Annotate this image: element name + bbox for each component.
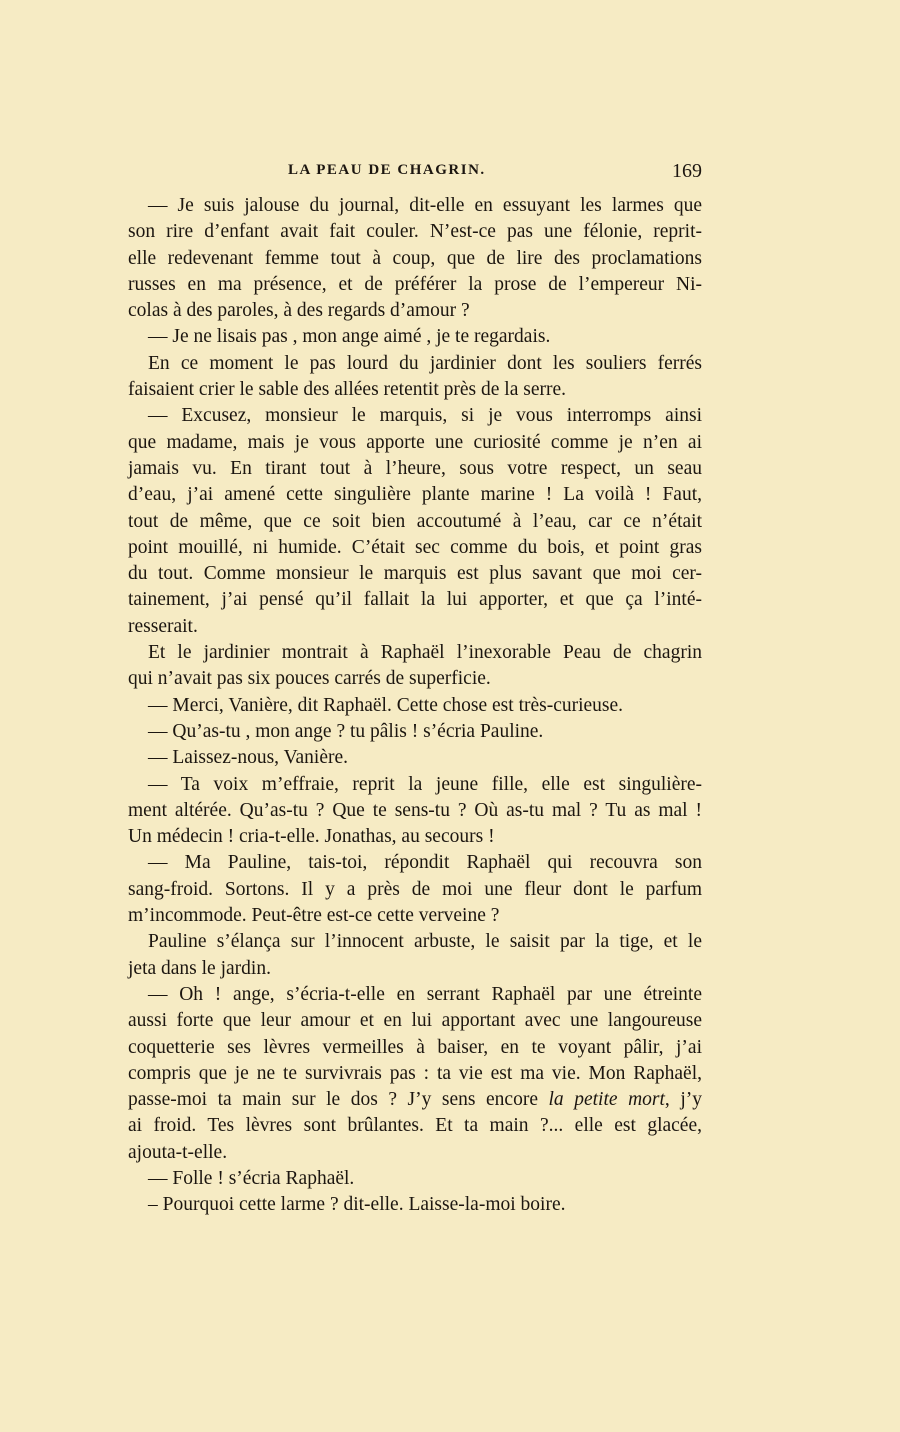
text-line: — Folle ! s’écria Raphaël. — [148, 1167, 355, 1189]
text-line: colas à des paroles, à des regards d’amour ? — [128, 300, 470, 322]
text-line: du tout. Comme monsieur le marquis est plus savant que moi cer- — [128, 563, 702, 585]
italic-phrase: la petite mort — [548, 1089, 665, 1111]
text-line: — Laissez-nous, Vanière. — [148, 747, 348, 769]
text-line: jeta dans le jardin. — [128, 957, 271, 979]
text-line: que madame, mais je vous apporte une curiosité comme je n’en ai — [128, 431, 702, 453]
text-line: — Excusez, monsieur le marquis, si je vous interromps ainsi — [148, 405, 702, 427]
text-line: — Ma Pauline, tais-toi, répondit Raphaël qui recouvra son — [148, 852, 702, 874]
text-line: faisaient crier le sable des allées retentit près de la serre. — [128, 379, 566, 401]
text-line — [128, 1087, 702, 1113]
text-line: son rire d’enfant avait fait couler. N’est-ce pas une félonie, reprit- — [128, 221, 702, 243]
text-line: tainement, j’ai pensé qu’il fallait la lui apporter, et que ça l’inté- — [128, 589, 702, 611]
text-line: jamais vu. En tirant tout à l’heure, sous votre respect, un seau — [128, 457, 702, 479]
text-line: ai froid. Tes lèvres sont brûlantes. Et ta main ?... elle est glacée, — [128, 1115, 702, 1137]
text-line: — Qu’as-tu , mon ange ? tu pâlis ! s’écria Pauline. — [148, 720, 544, 742]
text-line: coquetterie ses lèvres vermeilles à baiser, en te voyant pâlir, j’ai — [128, 1036, 702, 1058]
text-line: tout de même, que ce soit bien accoutumé à l’eau, car ce n’était — [128, 510, 702, 532]
text-line: En ce moment le pas lourd du jardinier dont les souliers ferrés — [148, 352, 702, 374]
text-line: — Merci, Vanière, dit Raphaël. Cette chose est très-curieuse. — [148, 694, 624, 716]
text-segment: passe-moi ta main sur le dos ? J’y sens encore — [128, 1089, 549, 1111]
running-title: LA PEAU DE CHAGRIN. — [288, 162, 486, 178]
text-line: — Je suis jalouse du journal, dit-elle en essuyant les larmes que — [148, 195, 702, 216]
text-line: aussi forte que leur amour et en lui apportant avec une langoureuse — [128, 1010, 702, 1032]
text-line: russes en ma présence, et de préférer la prose de l’empereur Ni- — [128, 273, 702, 295]
text-line: – Pourquoi cette larme ? dit-elle. Laisse-la-moi boire. — [148, 1194, 566, 1216]
text-line: d’eau, j’ai amené cette singulière plante marine ! La voilà ! Faut, — [128, 484, 702, 506]
text-segment: , j’y — [664, 1089, 702, 1111]
text-line: resserait. — [128, 615, 198, 637]
text-line: — Ta voix m’effraie, reprit la jeune fille, elle est singulière- — [148, 773, 702, 795]
text-line: elle redevenant femme tout à coup, que de lire des proclamations — [128, 247, 702, 269]
text-line: Pauline s’élança sur l’innocent arbuste, le saisit par la tige, et le — [148, 931, 702, 953]
text-line: ajouta-t-elle. — [128, 1141, 228, 1163]
text-line: — Je ne lisais pas , mon ange aimé , je te regardais. — [148, 326, 551, 348]
page-number: 169 — [672, 160, 702, 182]
text-line: compris que je ne te survivrais pas : ta vie est ma vie. Mon Raphaël, — [128, 1062, 702, 1084]
text-line: qui n’avait pas six pouces carrés de superficie. — [128, 668, 491, 690]
page-header — [128, 160, 702, 186]
text-line: ment altérée. Qu’as-tu ? Que te sens-tu ? Où as-tu mal ? Tu as mal ! — [128, 799, 702, 821]
text-line: Et le jardinier montrait à Raphaël l’inexorable Peau de chagrin — [148, 642, 702, 664]
text-line: sang-froid. Sortons. Il y a près de moi une fleur dont le parfum — [128, 878, 702, 900]
text-line: point mouillé, ni humide. C’était sec comme du bois, et point gras — [128, 536, 702, 558]
text-line: Un médecin ! cria-t-elle. Jonathas, au secours ! — [128, 826, 495, 848]
text-line: m’incommode. Peut-être est-ce cette verveine ? — [128, 905, 500, 927]
page-body — [128, 193, 702, 1219]
text-line: — Oh ! ange, s’écria-t-elle en serrant Raphaël par une étreinte — [148, 983, 702, 1005]
